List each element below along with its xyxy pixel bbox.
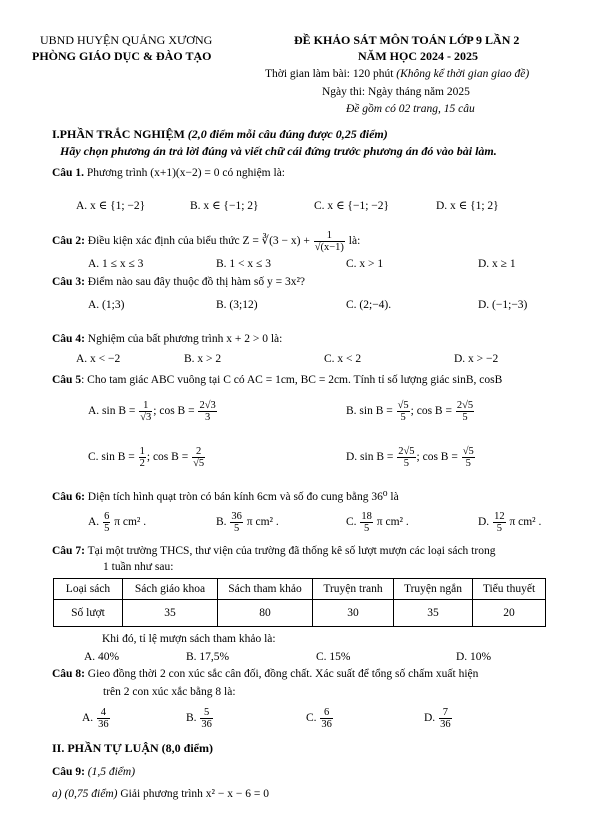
q5-stem: Câu 5: Cho tam giác ABC vuông tại C có AC = 1cm, BC = 2cm. Tính tỉ số lượng giác sinB, cosB: [52, 374, 503, 386]
q8-option-a: A. $\frac{4}{36}$: [82, 707, 109, 730]
q1-option-d: D. x ∈ {1; 2}: [436, 200, 499, 212]
q5-option-a: A. sin B = $\frac{1}{√3}$ ; cos B = $\frac{2√3}{3}$: [88, 400, 216, 423]
table-cell: 35: [123, 600, 218, 627]
q8-option-d: D. $\frac{7}{36}$: [424, 707, 451, 730]
table-header-cell: Loại sách: [54, 579, 123, 600]
book-loans-table: [53, 578, 546, 627]
q8-option-c: C. $\frac{6}{36}$: [306, 707, 332, 730]
q3-stem: Câu 3: Điểm nào sau đây thuộc đồ thị hàm số y = 3x²?: [52, 276, 305, 288]
q6-stem: Câu 6: Diện tích hình quạt tròn có bán kính 6cm và số đo cung bằng 36⁰ là: [52, 491, 399, 503]
table-cell: 80: [218, 600, 313, 627]
section1-instruction: Hãy chọn phương án trả lời đúng và viết chữ cái đứng trước phương án đó vào bài làm.: [60, 144, 497, 158]
q4-stem: Câu 4: Nghiệm của bất phương trình x + 2 > 0 là:: [52, 333, 283, 345]
q5-option-d: D. sin B = $\frac{2√5}{5}$ ; cos B = $\frac{√5}{5}$: [346, 446, 474, 469]
table-cell: 20: [473, 600, 546, 627]
section1-title: I.PHẦN TRẮC NGHIỆM (2,0 điểm mỗi câu đúng được 0,25 điểm): [52, 127, 388, 141]
q6-option-c: C. $\frac{18}{5}$ π cm² .: [346, 511, 409, 534]
table-cell: Số lượt: [54, 600, 123, 627]
header-right-line1: ĐỀ KHẢO SÁT MÔN TOÁN LỚP 9 LẦN 2: [294, 33, 520, 47]
q1-stem: Câu 1. Phương trình (x+1)(x−2) = 0 có nghiệm là:: [52, 167, 286, 179]
q7-stem: Câu 7: Tại một trường THCS, thư viện của trường đã thống kê số lượt mượn các loại sách trong: [52, 545, 496, 557]
q2-option-c: C. x > 1: [346, 258, 384, 270]
q2-stem: Câu 2: Điều kiện xác định của biểu thức Z = ∛(3 − x) + $\frac{1}{√(x-1)}$ là:: [52, 230, 361, 253]
q8-option-b: B. $\frac{5}{36}$: [186, 707, 212, 730]
q3-option-c: C. (2;−4).: [346, 299, 392, 311]
table-header-cell: Tiểu thuyết: [473, 579, 546, 600]
q4-option-b: B. x > 2: [184, 353, 222, 365]
table-cell: 30: [313, 600, 394, 627]
q7-question: Khi đó, tỉ lệ mượn sách tham khảo là:: [102, 633, 276, 645]
q4-option-d: D. x > −2: [454, 353, 499, 365]
q6-option-d: D. $\frac{12}{5}$ π cm² .: [478, 511, 542, 534]
header-right-line2: NĂM HỌC 2024 - 2025: [358, 49, 478, 63]
q4-option-a: A. x < −2: [76, 353, 121, 365]
q1-option-b: B. x ∈ {−1; 2}: [190, 200, 259, 212]
q1-option-a: A. x ∈ {1; −2}: [76, 200, 146, 212]
q3-option-b: B. (3;12): [216, 299, 258, 311]
q6-option-b: B. $\frac{36}{5}$ π cm² .: [216, 511, 279, 534]
q9-part-a: a) (0,75 điểm) Giải phương trình x² − x − 6 = 0: [52, 788, 269, 800]
q2-option-a: A. 1 ≤ x ≤ 3: [88, 258, 144, 270]
table-header-cell: Sách tham khảo: [218, 579, 313, 600]
table-cell: 35: [394, 600, 473, 627]
table-header-cell: Truyện ngắn: [394, 579, 473, 600]
q2-option-b: B. 1 < x ≤ 3: [216, 258, 271, 270]
q4-option-c: C. x < 2: [324, 353, 362, 365]
q7-stem-line2: 1 tuần như sau:: [103, 561, 174, 573]
table-header-cell: Sách giáo khoa: [123, 579, 218, 600]
q3-option-d: D. (−1;−3): [478, 299, 528, 311]
header-left-line1: UBND HUYỆN QUẢNG XƯƠNG: [40, 33, 213, 47]
table-row: [54, 600, 546, 627]
q7-option-a: A. 40%: [84, 651, 120, 663]
table-header-cell: Truyện tranh: [313, 579, 394, 600]
q5-option-b: B. sin B = $\frac{√5}{5}$ ; cos B = $\frac{2√5}{5}$: [346, 400, 474, 423]
q9-stem: Câu 9: (1,5 điểm): [52, 766, 136, 778]
q2-option-d: D. x ≥ 1: [478, 258, 516, 270]
q8-stem: Câu 8: Gieo đồng thời 2 con xúc sắc cân đối, đồng chất. Xác suất để tổng số chấm xuất hiện: [52, 668, 479, 680]
header-left-line2: PHÒNG GIÁO DỤC & ĐÀO TẠO: [32, 49, 212, 63]
q6-option-a: A. $\frac{6}{5}$ π cm² .: [88, 511, 147, 534]
table-header-row: [54, 579, 546, 600]
q3-option-a: A. (1;3): [88, 299, 125, 311]
exam-time: Thời gian làm bài: 120 phút (Không kể thời gian giao đề): [265, 68, 530, 80]
q7-option-d: D. 10%: [456, 651, 492, 663]
q8-stem-line2: trên 2 con xúc xắc bằng 8 là:: [103, 686, 236, 698]
pages-note: Đề gồm có 02 trang, 15 câu: [346, 103, 475, 115]
section2-title: II. PHẦN TỰ LUẬN (8,0 điểm): [52, 741, 213, 755]
exam-date: Ngày thi: Ngày tháng năm 2025: [322, 86, 470, 98]
q5-option-c: C. sin B = $\frac{1}{2}$ ; cos B = $\frac{2}{√5}$: [88, 446, 205, 469]
q1-option-c: C. x ∈ {−1; −2}: [314, 200, 390, 212]
q7-option-c: C. 15%: [316, 651, 351, 663]
q7-option-b: B. 17,5%: [186, 651, 230, 663]
